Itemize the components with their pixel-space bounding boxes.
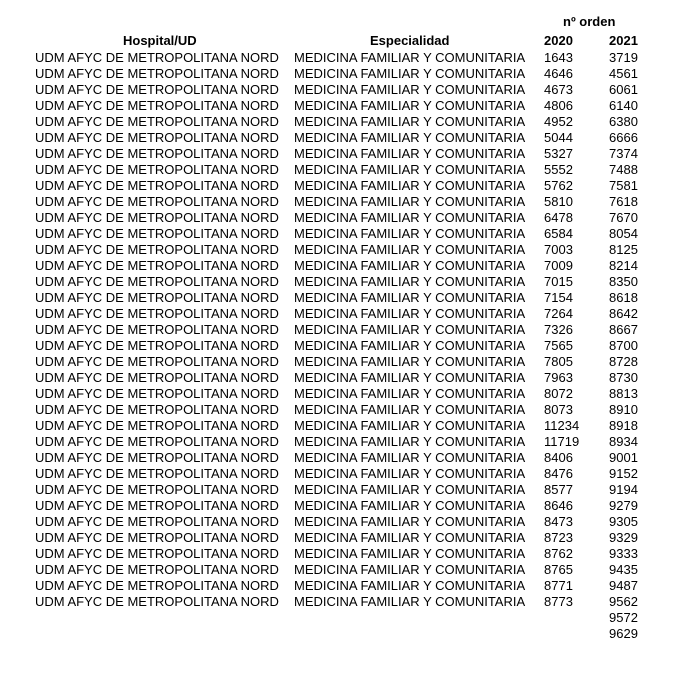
- cell-2020: 8577: [544, 482, 573, 497]
- cell-hospital: UDM AFYC DE METROPOLITANA NORD: [35, 322, 279, 337]
- cell-hospital: UDM AFYC DE METROPOLITANA NORD: [35, 578, 279, 593]
- cell-especialidad: MEDICINA FAMILIAR Y COMUNITARIA: [294, 482, 526, 497]
- cell-especialidad: MEDICINA FAMILIAR Y COMUNITARIA: [294, 258, 526, 273]
- table-row: [0, 130, 685, 146]
- table-row: [0, 66, 685, 82]
- cell-especialidad: MEDICINA FAMILIAR Y COMUNITARIA: [294, 418, 526, 433]
- cell-especialidad: MEDICINA FAMILIAR Y COMUNITARIA: [294, 546, 526, 561]
- table-row: [0, 226, 685, 242]
- cell-hospital: UDM AFYC DE METROPOLITANA NORD: [35, 290, 279, 305]
- cell-2020: 7805: [544, 354, 573, 369]
- table-row: [0, 242, 685, 258]
- table-row: [0, 562, 685, 578]
- cell-2021: 7374: [609, 146, 638, 161]
- cell-2020: 4806: [544, 98, 573, 113]
- cell-2020: 7009: [544, 258, 573, 273]
- cell-2021: 9279: [609, 498, 638, 513]
- cell-hospital: UDM AFYC DE METROPOLITANA NORD: [35, 210, 279, 225]
- table-row: [0, 98, 685, 114]
- cell-especialidad: MEDICINA FAMILIAR Y COMUNITARIA: [294, 402, 526, 417]
- cell-2021: 3719: [609, 50, 638, 65]
- cell-hospital: UDM AFYC DE METROPOLITANA NORD: [35, 338, 279, 353]
- cell-especialidad: MEDICINA FAMILIAR Y COMUNITARIA: [294, 466, 526, 481]
- cell-hospital: UDM AFYC DE METROPOLITANA NORD: [35, 306, 279, 321]
- cell-2021: 9629: [609, 626, 638, 641]
- cell-2021: 9435: [609, 562, 638, 577]
- cell-especialidad: MEDICINA FAMILIAR Y COMUNITARIA: [294, 162, 526, 177]
- cell-2021: 6666: [609, 130, 638, 145]
- cell-hospital: UDM AFYC DE METROPOLITANA NORD: [35, 50, 279, 65]
- cell-hospital: UDM AFYC DE METROPOLITANA NORD: [35, 514, 279, 529]
- cell-hospital: UDM AFYC DE METROPOLITANA NORD: [35, 498, 279, 513]
- cell-especialidad: MEDICINA FAMILIAR Y COMUNITARIA: [294, 130, 526, 145]
- cell-2020: 8406: [544, 450, 573, 465]
- table-super-header: nº orden: [563, 14, 616, 29]
- cell-2020: 8476: [544, 466, 573, 481]
- cell-2020: 7015: [544, 274, 573, 289]
- table-row: [0, 146, 685, 162]
- cell-hospital: UDM AFYC DE METROPOLITANA NORD: [35, 434, 279, 449]
- cell-especialidad: MEDICINA FAMILIAR Y COMUNITARIA: [294, 50, 526, 65]
- cell-2021: 4561: [609, 66, 638, 81]
- cell-especialidad: MEDICINA FAMILIAR Y COMUNITARIA: [294, 98, 526, 113]
- cell-hospital: UDM AFYC DE METROPOLITANA NORD: [35, 162, 279, 177]
- cell-2021: 8618: [609, 290, 638, 305]
- cell-hospital: UDM AFYC DE METROPOLITANA NORD: [35, 194, 279, 209]
- cell-2020: 8773: [544, 594, 573, 609]
- cell-hospital: UDM AFYC DE METROPOLITANA NORD: [35, 274, 279, 289]
- cell-hospital: UDM AFYC DE METROPOLITANA NORD: [35, 226, 279, 241]
- cell-2021: 9487: [609, 578, 638, 593]
- table-row: [0, 338, 685, 354]
- cell-especialidad: MEDICINA FAMILIAR Y COMUNITARIA: [294, 386, 526, 401]
- cell-2020: 7264: [544, 306, 573, 321]
- cell-2021: 8934: [609, 434, 638, 449]
- cell-2021: 9562: [609, 594, 638, 609]
- cell-hospital: UDM AFYC DE METROPOLITANA NORD: [35, 82, 279, 97]
- cell-2021: 9194: [609, 482, 638, 497]
- cell-hospital: UDM AFYC DE METROPOLITANA NORD: [35, 546, 279, 561]
- cell-2020: 11234: [544, 418, 580, 433]
- table-row: [0, 82, 685, 98]
- cell-2020: 5552: [544, 162, 573, 177]
- cell-2020: 6478: [544, 210, 573, 225]
- cell-especialidad: MEDICINA FAMILIAR Y COMUNITARIA: [294, 450, 526, 465]
- table-row: [0, 370, 685, 386]
- cell-hospital: UDM AFYC DE METROPOLITANA NORD: [35, 242, 279, 257]
- cell-2021: 8125: [609, 242, 638, 257]
- cell-2020: 7003: [544, 242, 573, 257]
- cell-especialidad: MEDICINA FAMILIAR Y COMUNITARIA: [294, 82, 526, 97]
- cell-2020: 6584: [544, 226, 573, 241]
- table-row: [0, 418, 685, 434]
- table-row: [0, 322, 685, 338]
- cell-especialidad: MEDICINA FAMILIAR Y COMUNITARIA: [294, 498, 526, 513]
- cell-2020: 8646: [544, 498, 573, 513]
- cell-2020: 5762: [544, 178, 573, 193]
- table-row: [0, 578, 685, 594]
- cell-especialidad: MEDICINA FAMILIAR Y COMUNITARIA: [294, 354, 526, 369]
- cell-2020: 4952: [544, 114, 573, 129]
- table-row: [0, 194, 685, 210]
- cell-especialidad: MEDICINA FAMILIAR Y COMUNITARIA: [294, 370, 526, 385]
- cell-2021: 7488: [609, 162, 638, 177]
- table-row: [0, 306, 685, 322]
- cell-2021: 6380: [609, 114, 638, 129]
- cell-hospital: UDM AFYC DE METROPOLITANA NORD: [35, 178, 279, 193]
- cell-especialidad: MEDICINA FAMILIAR Y COMUNITARIA: [294, 114, 526, 129]
- header-especialidad: Especialidad: [370, 33, 450, 48]
- cell-especialidad: MEDICINA FAMILIAR Y COMUNITARIA: [294, 194, 526, 209]
- cell-2020: 11719: [544, 434, 580, 449]
- cell-2021: 8730: [609, 370, 638, 385]
- cell-especialidad: MEDICINA FAMILIAR Y COMUNITARIA: [294, 562, 526, 577]
- cell-hospital: UDM AFYC DE METROPOLITANA NORD: [35, 354, 279, 369]
- table-row: [0, 514, 685, 530]
- cell-especialidad: MEDICINA FAMILIAR Y COMUNITARIA: [294, 210, 526, 225]
- cell-2021: 9152: [609, 466, 638, 481]
- cell-2020: 8473: [544, 514, 573, 529]
- table-row: [0, 274, 685, 290]
- cell-hospital: UDM AFYC DE METROPOLITANA NORD: [35, 594, 279, 609]
- cell-hospital: UDM AFYC DE METROPOLITANA NORD: [35, 98, 279, 113]
- cell-2020: 7565: [544, 338, 573, 353]
- table-row: [0, 626, 685, 642]
- cell-especialidad: MEDICINA FAMILIAR Y COMUNITARIA: [294, 226, 526, 241]
- cell-2021: 8910: [609, 402, 638, 417]
- table-row: [0, 114, 685, 130]
- cell-hospital: UDM AFYC DE METROPOLITANA NORD: [35, 418, 279, 433]
- cell-especialidad: MEDICINA FAMILIAR Y COMUNITARIA: [294, 530, 526, 545]
- cell-hospital: UDM AFYC DE METROPOLITANA NORD: [35, 402, 279, 417]
- cell-hospital: UDM AFYC DE METROPOLITANA NORD: [35, 130, 279, 145]
- table-row: [0, 450, 685, 466]
- cell-especialidad: MEDICINA FAMILIAR Y COMUNITARIA: [294, 290, 526, 305]
- cell-2021: 7670: [609, 210, 638, 225]
- cell-hospital: UDM AFYC DE METROPOLITANA NORD: [35, 146, 279, 161]
- cell-hospital: UDM AFYC DE METROPOLITANA NORD: [35, 66, 279, 81]
- table-row: [0, 210, 685, 226]
- cell-2020: 1643: [544, 50, 573, 65]
- cell-2020: 8723: [544, 530, 573, 545]
- cell-especialidad: MEDICINA FAMILIAR Y COMUNITARIA: [294, 594, 526, 609]
- cell-2020: 8762: [544, 546, 573, 561]
- cell-2021: 7618: [609, 194, 638, 209]
- cell-2021: 9329: [609, 530, 638, 545]
- table-row: [0, 594, 685, 610]
- cell-2021: 6061: [609, 82, 638, 97]
- header-2021: 2021: [609, 33, 638, 48]
- table-row: [0, 402, 685, 418]
- cell-2020: 7963: [544, 370, 573, 385]
- cell-hospital: UDM AFYC DE METROPOLITANA NORD: [35, 562, 279, 577]
- table-row: [0, 386, 685, 402]
- table-row: [0, 546, 685, 562]
- table-row: [0, 466, 685, 482]
- table-row: [0, 290, 685, 306]
- table-row: [0, 354, 685, 370]
- header-hospital: Hospital/UD: [123, 33, 197, 48]
- cell-2021: 6140: [609, 98, 638, 113]
- cell-2020: 5810: [544, 194, 573, 209]
- cell-especialidad: MEDICINA FAMILIAR Y COMUNITARIA: [294, 322, 526, 337]
- cell-2021: 9333: [609, 546, 638, 561]
- cell-especialidad: MEDICINA FAMILIAR Y COMUNITARIA: [294, 66, 526, 81]
- cell-2020: 5044: [544, 130, 573, 145]
- table-row: [0, 434, 685, 450]
- cell-2021: 8214: [609, 258, 638, 273]
- table-row: [0, 482, 685, 498]
- cell-especialidad: MEDICINA FAMILIAR Y COMUNITARIA: [294, 242, 526, 257]
- cell-hospital: UDM AFYC DE METROPOLITANA NORD: [35, 482, 279, 497]
- cell-2020: 8765: [544, 562, 573, 577]
- cell-2021: 8642: [609, 306, 638, 321]
- cell-hospital: UDM AFYC DE METROPOLITANA NORD: [35, 466, 279, 481]
- cell-especialidad: MEDICINA FAMILIAR Y COMUNITARIA: [294, 514, 526, 529]
- cell-especialidad: MEDICINA FAMILIAR Y COMUNITARIA: [294, 274, 526, 289]
- cell-2021: 8918: [609, 418, 638, 433]
- cell-hospital: UDM AFYC DE METROPOLITANA NORD: [35, 530, 279, 545]
- cell-2020: 7154: [544, 290, 573, 305]
- cell-2021: 8700: [609, 338, 638, 353]
- cell-2020: 5327: [544, 146, 573, 161]
- cell-2021: 8813: [609, 386, 638, 401]
- cell-2021: 9572: [609, 610, 638, 625]
- cell-2021: 9305: [609, 514, 638, 529]
- cell-especialidad: MEDICINA FAMILIAR Y COMUNITARIA: [294, 338, 526, 353]
- cell-2020: 4673: [544, 82, 573, 97]
- cell-2021: 8054: [609, 226, 638, 241]
- cell-2020: 8072: [544, 386, 573, 401]
- table-row: [0, 258, 685, 274]
- cell-2020: 4646: [544, 66, 573, 81]
- cell-hospital: UDM AFYC DE METROPOLITANA NORD: [35, 258, 279, 273]
- cell-2020: 8073: [544, 402, 573, 417]
- cell-2020: 8771: [544, 578, 573, 593]
- table-row: [0, 162, 685, 178]
- cell-hospital: UDM AFYC DE METROPOLITANA NORD: [35, 114, 279, 129]
- cell-especialidad: MEDICINA FAMILIAR Y COMUNITARIA: [294, 146, 526, 161]
- header-2020: 2020: [544, 33, 573, 48]
- cell-hospital: UDM AFYC DE METROPOLITANA NORD: [35, 370, 279, 385]
- table-row: [0, 178, 685, 194]
- cell-especialidad: MEDICINA FAMILIAR Y COMUNITARIA: [294, 306, 526, 321]
- cell-especialidad: MEDICINA FAMILIAR Y COMUNITARIA: [294, 178, 526, 193]
- table-row: [0, 50, 685, 66]
- table-row: [0, 610, 685, 626]
- cell-2021: 8667: [609, 322, 638, 337]
- cell-2021: 8728: [609, 354, 638, 369]
- table-row: [0, 530, 685, 546]
- cell-2021: 7581: [609, 178, 638, 193]
- table-row: [0, 498, 685, 514]
- cell-hospital: UDM AFYC DE METROPOLITANA NORD: [35, 386, 279, 401]
- cell-2020: 7326: [544, 322, 573, 337]
- cell-2021: 9001: [609, 450, 638, 465]
- cell-hospital: UDM AFYC DE METROPOLITANA NORD: [35, 450, 279, 465]
- table-body: [0, 50, 685, 642]
- cell-especialidad: MEDICINA FAMILIAR Y COMUNITARIA: [294, 434, 526, 449]
- cell-2021: 8350: [609, 274, 638, 289]
- cell-especialidad: MEDICINA FAMILIAR Y COMUNITARIA: [294, 578, 526, 593]
